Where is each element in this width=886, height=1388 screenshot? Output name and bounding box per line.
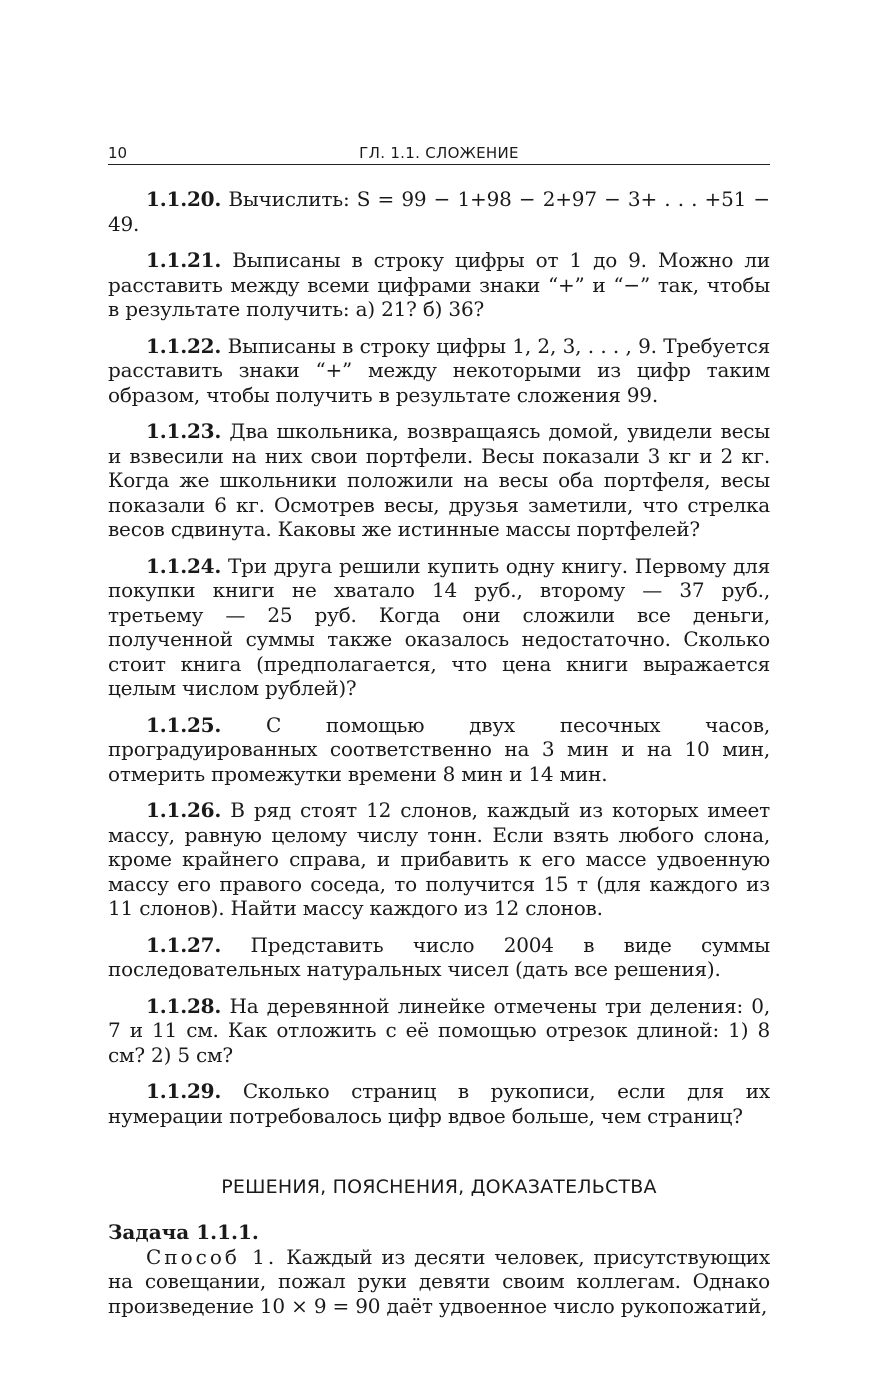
problem-text: С помощью двух песочных часов, проградуированных соответственно на 3 мин и на 10 мин, отмерить промежутки времени 8 мин и 14 мин. (108, 712, 770, 786)
problem-text: В ряд стоят 12 слонов, каждый из которых имеет массу, равную целому числу тонн. Если взять любого слона, кроме крайнего справа, и прибавить к его массе удвоенную массу его правого соседа, то получится 15 т (для каждого из 11 слонов). Найти массу каждого из 12 слонов. (108, 798, 770, 920)
problem-number: 1.1.24. (146, 553, 222, 578)
problem-1-1-25 (108, 713, 770, 787)
problem-number: 1.1.25. (146, 712, 222, 737)
problem-text: Выписаны в строку цифры 1, 2, 3, . . . , 9. Требуется расставить знаки “+” между некоторыми из цифр таким образом, чтобы получить в результате сложения 99. (108, 333, 770, 407)
problem-number: 1.1.26. (146, 798, 222, 822)
problem-1-1-20 (108, 187, 770, 236)
solution-paragraph (108, 1245, 770, 1319)
problem-1-1-28 (108, 994, 770, 1068)
problem-number: 1.1.21. (146, 248, 222, 272)
problem-number: 1.1.29. (146, 1079, 222, 1103)
problem-1-1-21 (108, 248, 770, 322)
problem-text: Вычислить: S = 99 − 1+98 − 2+97 − 3+ . . . +51 − 49. (108, 187, 770, 236)
problem-text: Три друга решили купить одну книгу. Первому для покупки книги не хватало 14 руб., второму — 37 руб., третьему — 25 руб. Когда они сложили все деньги, полученной суммы также оказалось недостаточно. Сколько стоит книга (предполагается, что цена книги выражается целым числом рублей)? (108, 553, 770, 700)
problem-list (108, 187, 770, 1128)
problem-text: Два школьника, возвращаясь домой, увидели весы и взвесили на них свои портфели. Весы показали 3 кг и 2 кг. Когда же школьники положили на весы оба портфеля, весы показали 6 кг. Осмотрев весы, друзья заметили, что стрелка весов сдвинута. Каковы же истинные массы портфелей? (108, 419, 770, 541)
page-number: 10 (108, 144, 128, 162)
problem-1-1-26 (108, 798, 770, 921)
problem-number: 1.1.23. (146, 419, 222, 443)
method-label: Способ 1. (146, 1244, 278, 1269)
problem-number: 1.1.20. (146, 187, 222, 211)
problem-1-1-24 (108, 554, 770, 701)
solution-text: Каждый из десяти человек, присутствующих на совещании, пожал руки девяти своим коллегам. Однако произведение 10 × 9 = 90 даёт удвоенное число рукопожатий, (108, 1244, 770, 1318)
running-title: ГЛ. 1.1. СЛОЖЕНИЕ (359, 144, 519, 162)
problem-number: 1.1.22. (146, 333, 222, 358)
section-heading: РЕШЕНИЯ, ПОЯСНЕНИЯ, ДОКАЗАТЕЛЬСТВА (221, 1176, 657, 1198)
problem-number: 1.1.28. (146, 993, 222, 1018)
problem-1-1-27 (108, 933, 770, 982)
problem-1-1-22 (108, 334, 770, 408)
problem-text: Сколько страниц в рукописи, если для их нумерации потребовалось цифр вдвое больше, чем страниц? (108, 1079, 770, 1128)
book-page (108, 140, 770, 1318)
problem-text: Выписаны в строку цифры от 1 до 9. Можно ли расставить между всеми цифрами знаки “+” и “−” так, чтобы в результате получить: а) 21? б) 36? (108, 248, 770, 321)
problem-text: Представить число 2004 в виде суммы последовательных натуральных чисел (дать все решения). (108, 932, 770, 981)
running-header (108, 140, 770, 165)
task-title: Задача 1.1.1. (108, 1220, 259, 1244)
problem-1-1-23 (108, 419, 770, 542)
problem-number: 1.1.27. (146, 932, 222, 957)
problem-1-1-29 (108, 1079, 770, 1128)
problem-text: На деревянной линейке отмечены три деления: 0, 7 и 11 см. Как отложить с её помощью отрезок длиной: 1) 8 см? 2) 5 см? (108, 993, 770, 1067)
